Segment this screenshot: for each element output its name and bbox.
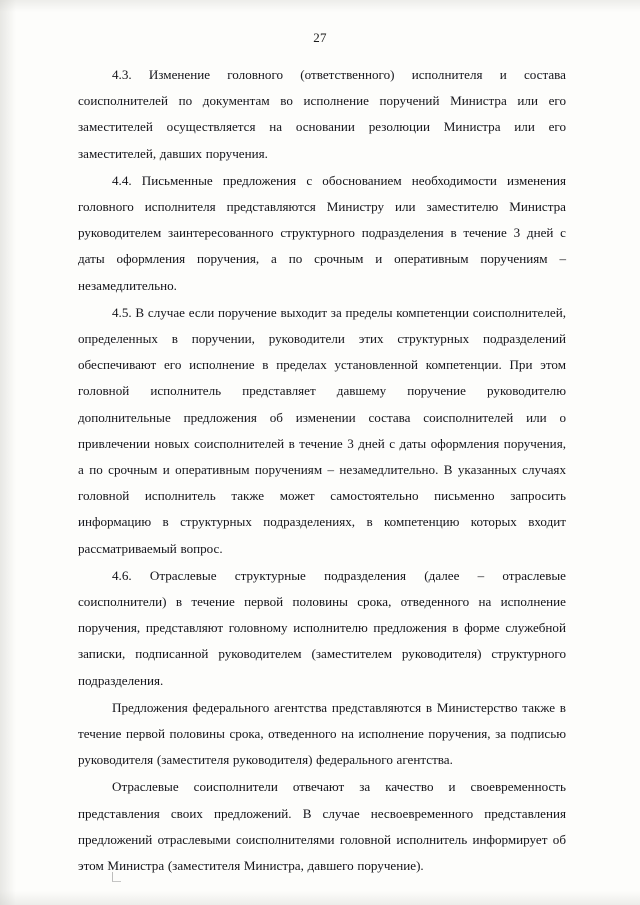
paragraph-4-4: 4.4. Письменные предложения с обоснованием необходимости изменения головного исполнителя представляются Министру или заместителю Министра руководителем заинтересованного структурного подразделения в течение 3 дней с даты оформления поручения, а по срочным и оперативным поручениям – незамедлительно.: [78, 172, 566, 293]
document-body: [78, 62, 566, 880]
scan-shadow-bottom: [0, 891, 640, 905]
scan-shadow-top: [0, 0, 640, 12]
paragraph-4-3: 4.3. Изменение головного (ответственного) исполнителя и состава соисполнителей по документам во исполнение поручений Министра или его заместителей осуществляется на основании резолюции Министра или его заместителей, давших поручения.: [78, 67, 566, 161]
paragraph-4-5: 4.5. В случае если поручение выходит за пределы компетенции соисполнителей, определенных в поручении, руководители этих структурных подразделений обеспечивают его исполнение в пределах установленной компетенции. При этом головной исполнитель представляет давшему поручение руководителю дополнительные предложения об изменении состава соисполнителей или о привлечении новых соисполнителей в течение 3 дней с даты оформления поручения, а по срочным и оперативным поручениям – незамедлительно. В указанных случаях головной исполнитель также может самостоятельно письменно запросить информацию в структурных подразделениях, в компетенцию которых входит рассматриваемый вопрос.: [78, 304, 566, 556]
page-corner-mark: [112, 872, 121, 882]
paragraph-4-6: 4.6. Отраслевые структурные подразделения (далее – отраслевые соисполнители) в течение первой половины срока, отведенного на исполнение поручения, представляют головному исполнителю предложения в форме служебной записки, подписанной руководителем (заместителем руководителя) структурного подразделения.: [78, 567, 566, 688]
paragraph-responsibility: Отраслевые соисполнители отвечают за качество и своевременность представления своих предложений. В случае несвоевременного представления предложений отраслевыми соисполнителями головной исполнитель информирует об этом Министра (заместителя Министра, давшего поручение).: [78, 779, 566, 874]
page-number: 27: [313, 30, 327, 45]
scan-shadow-left: [0, 0, 16, 905]
paragraph-agency-proposals: Предложения федерального агентства представляются в Министерство также в течение первой половины срока, отведенного на исполнение поручения, за подписью руководителя (заместителя руководителя) федерального агентства.: [78, 699, 566, 768]
